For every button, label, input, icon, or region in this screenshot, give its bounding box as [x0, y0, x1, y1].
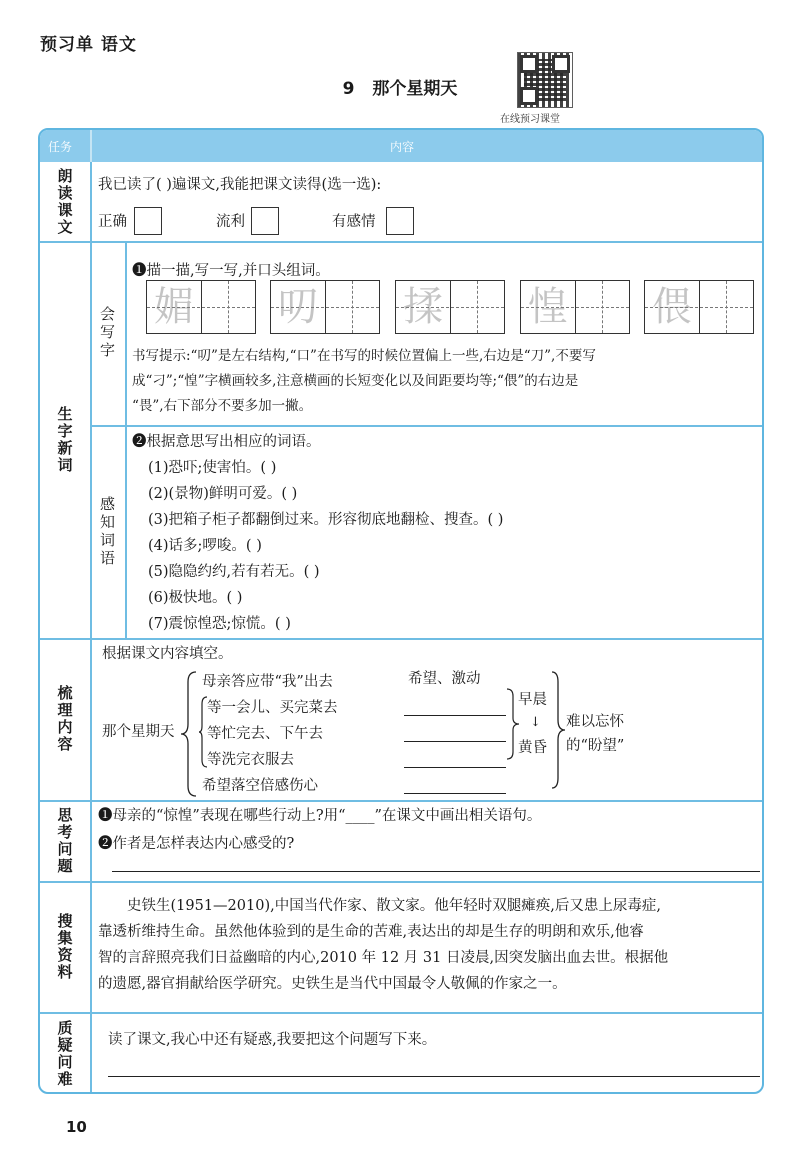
outline-event-2: 等忙完去、下午去 [207, 726, 323, 742]
outline-root: 那个星期天 [102, 724, 175, 740]
question-prompt: 读了课文,我心中还有疑惑,我要把这个问题写下来。 [108, 1032, 437, 1048]
col-content-header: 内容 [390, 140, 415, 154]
outline-event-0: 母亲答应带“我”出去 [202, 674, 333, 690]
think-question-2: ❷作者是怎样表达内心感受的? [98, 836, 295, 852]
outline-morning: 早晨 [518, 692, 547, 708]
outline-brace-right [550, 670, 566, 790]
outline-blank-4[interactable] [404, 793, 506, 794]
read-option-checkbox-0[interactable] [134, 207, 162, 235]
read-option-label-2: 有感情 [332, 214, 376, 230]
char-grid-3[interactable]: 惶 [520, 280, 630, 334]
material-line-3: 的遗愿,器官捐献给医学研究。史铁生是当代中国最令人敬佩的作家之一。 [98, 976, 567, 992]
sense-item-6[interactable]: (7)震惊惶恐;惊慌。( ) [148, 616, 291, 632]
outline-brace-left [180, 670, 200, 798]
write-tip-line-2: “畏”,右下部分不要多加一撇。 [132, 398, 313, 414]
sense-item-1[interactable]: (2)(景物)鲜明可爱。( ) [148, 486, 298, 502]
read-option-label-0: 正确 [98, 214, 127, 230]
task-label-outline: 梳理内容 [55, 685, 74, 753]
outline-summary-1: 难以忘怀 [566, 714, 624, 730]
sense-item-5[interactable]: (6)极快地。( ) [148, 590, 243, 606]
task-label-read: 朗读课文 [55, 167, 74, 236]
think-answer-line[interactable] [112, 871, 760, 872]
qr-caption: 在线预习课堂 [500, 114, 560, 125]
think-question-1: ❶母亲的“惊惶”表现在哪些行动上?用“____”在课文中画出相关语句。 [98, 808, 542, 824]
sense-item-2[interactable]: (3)把箱子柜子都翻倒过来。形容彻底地翻检、搜查。( ) [148, 512, 504, 528]
outline-blank-2[interactable] [404, 741, 506, 742]
qr-code-icon[interactable] [517, 52, 573, 108]
page-header: 预习单 语文 [40, 35, 137, 55]
lesson-title [0, 74, 800, 99]
outline-event-3: 等洗完衣服去 [207, 752, 294, 768]
lesson-title-text: 那个星期天 [372, 79, 458, 99]
outline-arrow-icon: ↓ [530, 715, 541, 730]
table-header [40, 130, 762, 162]
char-grid-4[interactable]: 偎 [644, 280, 754, 334]
outline-intro: 根据课文内容填空。 [102, 646, 233, 662]
page-number: 10 [66, 1118, 87, 1136]
write-tip-line-1: 成“刁”;“惶”字横画较多,注意横画的长短变化以及间距要均等;“偎”的右边是 [132, 373, 579, 389]
outline-dusk: 黄昏 [518, 740, 547, 756]
outline-blank-3[interactable] [404, 767, 506, 768]
sense-item-4[interactable]: (5)隐隐约约,若有若无。( ) [148, 564, 320, 580]
outline-feeling-0: 希望、激动 [408, 671, 481, 687]
task-label-think: 思考问题 [55, 806, 74, 875]
read-count-line: 我已读了( )遍课文,我能把课文读得(选一选): [98, 177, 382, 193]
char-grid-2[interactable]: 揉 [395, 280, 505, 334]
outline-blank-1[interactable] [404, 715, 506, 716]
sublabel-write: 会写字 [98, 306, 116, 360]
material-line-0: 史铁生(1951—2010),中国当代作家、散文家。他年轻时双腿瘫痪,后又患上尿毒症, [127, 898, 661, 914]
write-tip-line-0: 书写提示:“叨”是左右结构,“口”在书写的时候位置偏上一些,右边是“刀”,不要写 [132, 348, 596, 364]
write-instruction: ❶描一描,写一写,并口头组词。 [132, 263, 330, 279]
outline-summary-2: 的“盼望” [566, 738, 625, 754]
sense-item-3[interactable]: (4)话多;啰唆。( ) [148, 538, 262, 554]
sense-instruction: ❷根据意思写出相应的词语。 [132, 434, 321, 450]
outline-event-4: 希望落空倍感伤心 [202, 778, 318, 794]
char-grid-0[interactable]: 媚 [146, 280, 256, 334]
read-option-label-1: 流利 [216, 214, 245, 230]
task-label-question: 质疑问难 [55, 1020, 74, 1088]
sense-item-0[interactable]: (1)恐吓;使害怕。( ) [148, 460, 277, 476]
read-option-checkbox-1[interactable] [251, 207, 279, 235]
question-answer-line[interactable] [108, 1076, 760, 1077]
task-label-material: 搜集资料 [55, 912, 74, 981]
lesson-number: 9 [342, 79, 355, 99]
read-option-checkbox-2[interactable] [386, 207, 414, 235]
material-line-2: 智的言辞照亮我们日益幽暗的内心,2010 年 12 月 31 日凌晨,因突发脑出血去世。根据他 [98, 950, 669, 966]
char-grid-1[interactable]: 叨 [270, 280, 380, 334]
material-line-1: 靠透析维持生命。虽然他体验到的是生命的苦难,表达出的却是生存的明朗和欢乐,他睿 [98, 924, 644, 940]
col-task-header: 任务 [48, 140, 73, 154]
worksheet-table [38, 128, 764, 1094]
outline-event-1: 等一会儿、买完菜去 [207, 700, 338, 716]
task-label-words: 生字新词 [55, 405, 74, 474]
sublabel-sense: 感知词语 [98, 495, 116, 568]
